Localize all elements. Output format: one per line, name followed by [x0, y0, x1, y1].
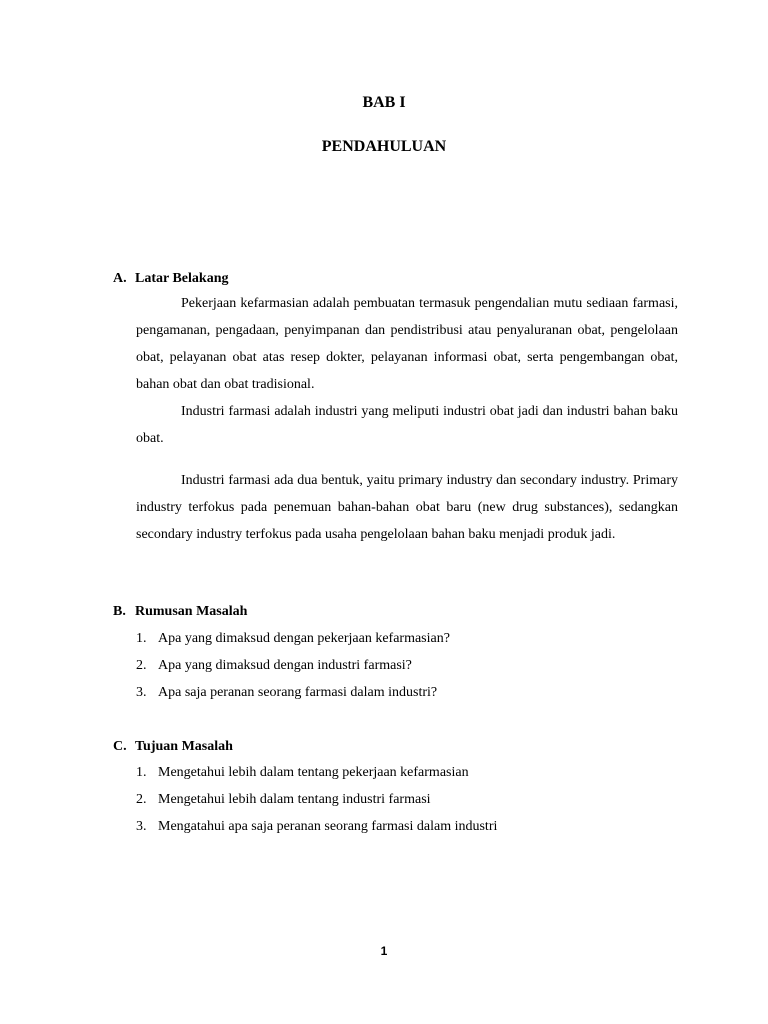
list-text: Apa yang dimaksud dengan industri farmasi? [158, 658, 412, 673]
section-title: Rumusan Masalah [135, 604, 248, 619]
list-number: 1. [136, 631, 147, 646]
list-item [136, 819, 497, 835]
list-number: 2. [136, 658, 147, 673]
list-text: Apa saja peranan seorang farmasi dalam industri? [158, 685, 438, 700]
section-title: Latar Belakang [135, 271, 229, 286]
paragraph [136, 290, 678, 398]
paragraph-text: Industri farmasi ada dua bentuk, yaitu primary industry dan secondary industry. Primary industry terfokus pada penemuan bahan-bahan obat baru (new drug substances), sedangkan secondary industry terfokus pada usaha pengelolaan bahan baku menjadi produk jadi. [136, 473, 678, 542]
paragraph-text: Industri farmasi adalah industri yang meliputi industri obat jadi dan industri bahan baku obat. [136, 404, 678, 446]
list-number: 2. [136, 792, 147, 807]
list-number: 1. [136, 765, 147, 780]
list-item [136, 631, 450, 647]
list-item [136, 792, 431, 808]
section-heading-latar-belakang [113, 271, 228, 287]
list-text: Mengatahui apa saja peranan seorang farmasi dalam industri [158, 819, 498, 834]
section-letter: A. [113, 271, 127, 286]
paragraph [136, 467, 678, 548]
list-text: Mengetahui lebih dalam tentang industri farmasi [158, 792, 431, 807]
section-title: Tujuan Masalah [135, 739, 233, 754]
chapter-number: BAB I [362, 94, 406, 111]
section-letter: B. [113, 604, 126, 619]
page-number: 1 [380, 944, 388, 958]
list-item [136, 658, 412, 674]
list-item [136, 765, 469, 781]
chapter-title: PENDAHULUAN [321, 138, 447, 155]
list-number: 3. [136, 819, 147, 834]
list-item [136, 685, 437, 701]
list-text: Apa yang dimaksud dengan pekerjaan kefarmasian? [158, 631, 450, 646]
list-number: 3. [136, 685, 147, 700]
paragraph [136, 398, 678, 452]
section-heading-rumusan-masalah [113, 604, 247, 620]
section-letter: C. [113, 739, 127, 754]
paragraph-text: Pekerjaan kefarmasian adalah pembuatan termasuk pengendalian mutu sediaan farmasi, pengamanan, pengadaan, penyimpanan dan pendistribusi atau penyaluranan obat, pengelolaan obat, pelayanan obat atas resep dokter, pelayanan informasi obat, serta pengembangan obat, bahan obat dan obat tradisional. [136, 296, 678, 392]
section-heading-tujuan-masalah [113, 739, 233, 755]
list-text: Mengetahui lebih dalam tentang pekerjaan kefarmasian [158, 765, 469, 780]
